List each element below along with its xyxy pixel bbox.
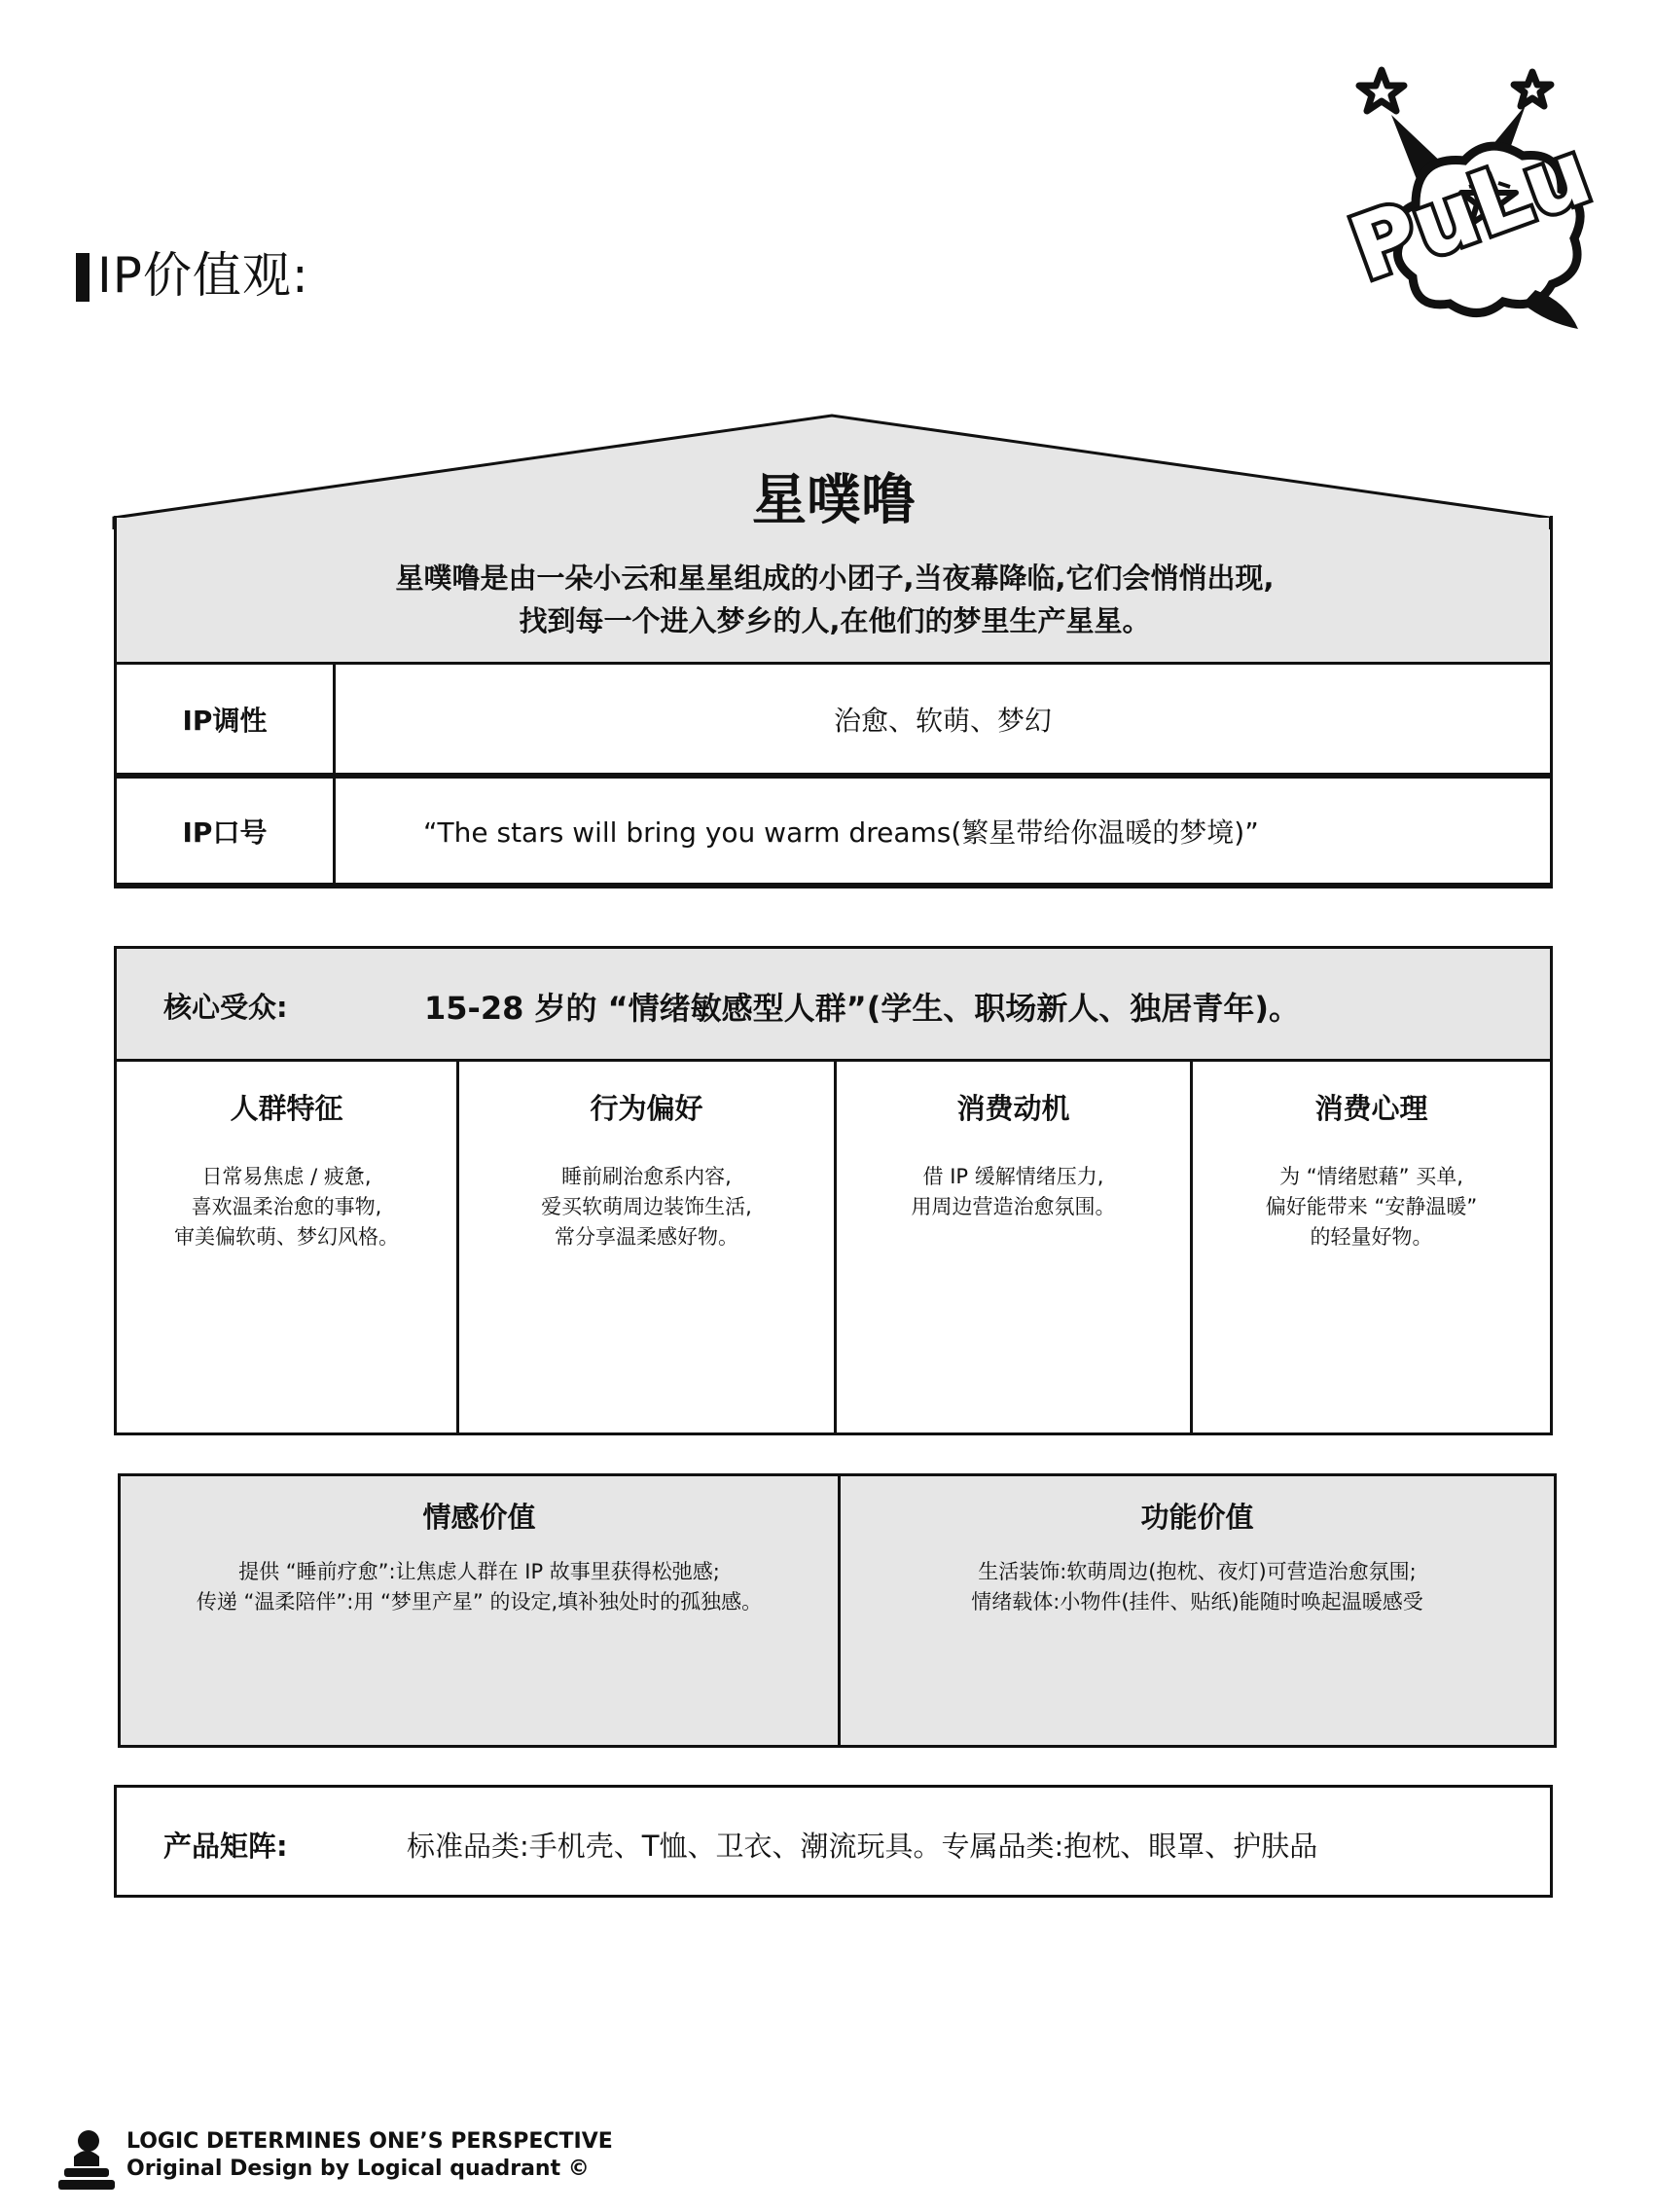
emotional-value-text: 提供 “睡前疗愈”:让焦虑人群在 IP 故事里获得松弛感; 传递 “温柔陪伴”:用 “梦里产星” 的设定,填补独处时的孤独感。 <box>196 1560 763 1614</box>
audience-columns <box>117 1062 1550 1432</box>
ip-slogan-row <box>117 776 1550 886</box>
audience-section <box>114 946 1553 1435</box>
ip-card-border <box>114 516 1553 888</box>
column-text: 日常易焦虑 / 疲惫, 喜欢温柔治愈的事物, 审美偏软萌、梦幻风格。 <box>174 1165 399 1249</box>
ip-tone-value: 治愈、软萌、梦幻 <box>833 704 1052 737</box>
audience-column <box>117 1062 459 1432</box>
column-title: 人群特征 <box>230 1092 343 1125</box>
pulu-logo <box>1323 58 1605 350</box>
column-title: 消费心理 <box>1314 1092 1428 1125</box>
footer-tagline: LOGIC DETERMINES ONE’S PERSPECTIVE <box>126 2129 613 2154</box>
audience-column <box>837 1062 1193 1432</box>
chess-piece-icon <box>56 2127 117 2192</box>
ip-description-line: 星噗噜是由一朵小云和星星组成的小团子,当夜幕降临,它们会悄悄出现, <box>395 562 1275 595</box>
audience-label: 核心受众: <box>163 991 288 1024</box>
product-label: 产品矩阵: <box>163 1830 288 1863</box>
emotional-value-title: 情感价值 <box>422 1501 536 1534</box>
title-accent-bar <box>76 253 90 302</box>
column-text: 为 “情绪慰藉” 买单, 偏好能带来 “安静温暖” 的轻量好物。 <box>1265 1165 1478 1249</box>
functional-value <box>841 1476 1554 1745</box>
functional-value-text: 生活装饰:软萌周边(抱枕、夜灯)可营造治愈氛围; 情绪载体:小物件(挂件、贴纸)能随时唤起温暖感受 <box>971 1560 1423 1614</box>
ip-tone-label: IP调性 <box>117 665 336 773</box>
page-title: IP价值观: <box>97 247 309 304</box>
column-title: 消费动机 <box>956 1092 1070 1125</box>
column-title: 行为偏好 <box>590 1092 703 1125</box>
emotional-value <box>121 1476 841 1745</box>
audience-column <box>1193 1062 1550 1432</box>
svg-text:PuLu: PuLu <box>1338 121 1603 302</box>
product-section <box>114 1785 1553 1898</box>
ip-slogan-value: “The stars will bring you warm dreams(繁星带给你温暖的梦境)” <box>423 816 1259 849</box>
functional-value-title: 功能价值 <box>1140 1501 1254 1534</box>
column-text: 借 IP 缓解情绪压力, 用周边营造治愈氛围。 <box>911 1165 1116 1218</box>
ip-tone-row <box>117 662 1550 776</box>
column-text: 睡前刷治愈系内容, 爱买软萌周边装饰生活, 常分享温柔感好物。 <box>541 1165 752 1249</box>
audience-header <box>117 949 1550 1062</box>
ip-slogan-label: IP口号 <box>117 779 336 883</box>
ip-name: 星噗噜 <box>752 469 916 532</box>
footer-credit: Original Design by Logical quadrant © <box>126 2157 590 2181</box>
audience-column <box>459 1062 837 1432</box>
value-section <box>118 1473 1557 1748</box>
audience-text: 15-28 岁的 “情绪敏感型人群”(学生、职场新人、独居青年)。 <box>424 990 1300 1027</box>
product-text: 标准品类:手机壳、T恤、卫衣、潮流玩具。专属品类:抱枕、眼罩、护肤品 <box>407 1830 1318 1863</box>
ip-description-line: 找到每一个进入梦乡的人,在他们的梦里生产星星。 <box>519 604 1151 637</box>
